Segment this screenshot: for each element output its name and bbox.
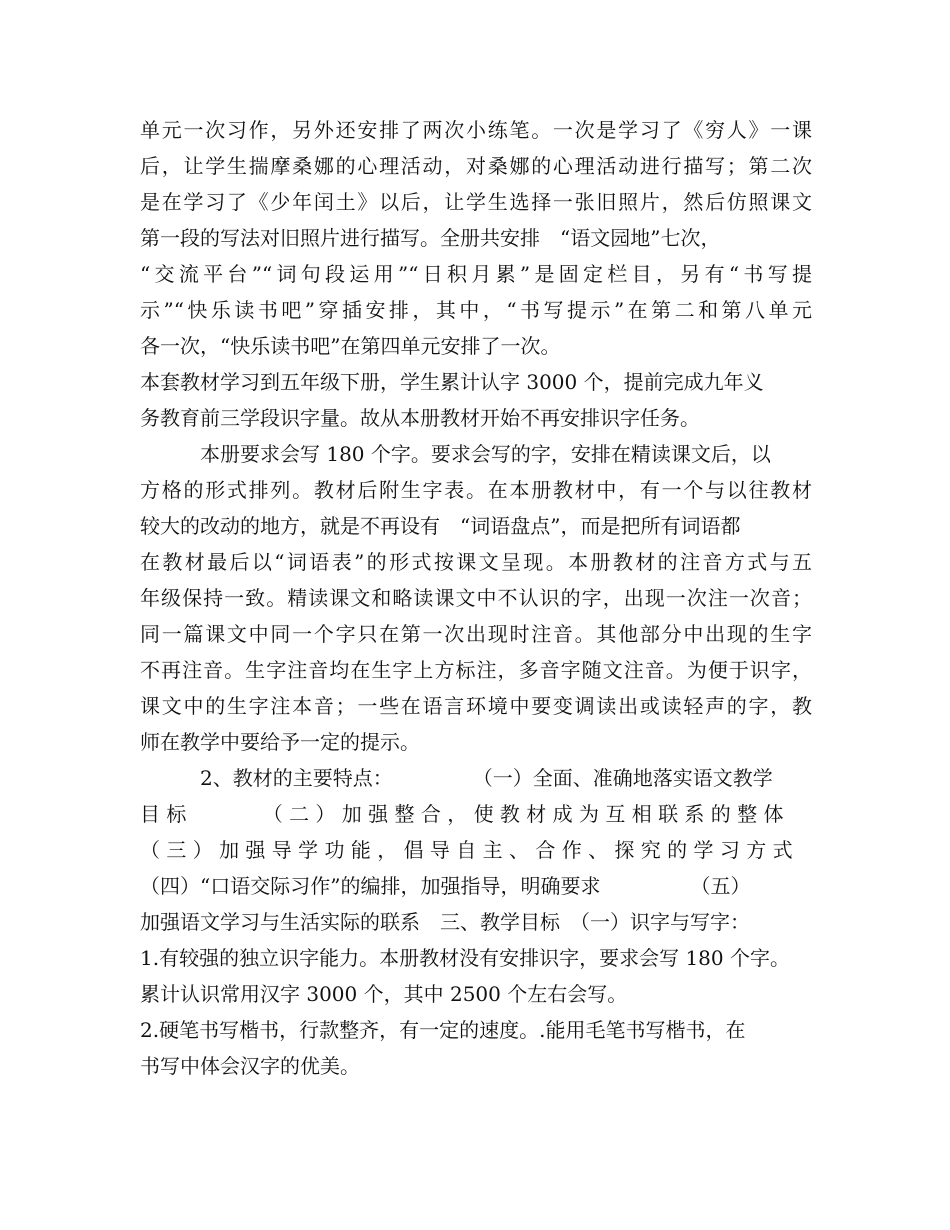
text-line-8: 本套教材学习到五年级下册，学生累计认字 3000 个，提前完成九年义 xyxy=(140,370,764,394)
text-line-17: 课文中的生字注本音；一些在语言环境中要变调读出或读轻声的字，教 xyxy=(140,694,812,718)
text-line-7: 各一次，“快乐读书吧”在第四单元安排了一次。 xyxy=(140,334,561,358)
text-line-14: 年级保持一致。精读课文和略读课文中不认识的字，出现一次注一次音； xyxy=(140,586,812,610)
text-line-27: 书写中体会汉字的优美。 xyxy=(140,1054,360,1078)
text-line-13: 在教材最后以“词语表”的形式按课文呈现。本册教材的注音方式与五 xyxy=(140,550,812,574)
text-line-16: 不再注音。生字注音均在生字上方标注，多音字随文注音。为便于识字， xyxy=(140,658,812,682)
text-line-5: “交流平台”“词句段运用”“日积月累”是固定栏目，另有“书写提 xyxy=(140,262,812,286)
text-line-22: （四）“口语交际习作”的编排，加强指导，明确要求 （五） xyxy=(140,874,751,898)
text-line-3: 是在学习了《少年闰土》以后，让学生选择一张旧照片，然后仿照课文 xyxy=(140,190,812,214)
text-line-11: 方格的形式排列。教材后附生字表。在本册教材中，有一个与以往教材 xyxy=(140,478,812,502)
text-line-9: 务教育前三学段识字量。故从本册教材开始不再安排识字任务。 xyxy=(140,406,700,430)
text-line-12: 较大的改动的地方，就是不再设有 “词语盘点”，而是把所有词语都 xyxy=(140,514,741,538)
text-line-1: 单元一次习作，另外还安排了两次小练笔。一次是学习了《穷人》一课 xyxy=(140,118,812,142)
text-line-10: 本册要求会写 180 个字。要求会写的字，安排在精读课文后，以 xyxy=(140,442,771,466)
text-line-24: 1.有较强的独立识字能力。本册教材没有安排识字，要求会写 180 个字。 xyxy=(140,946,790,970)
text-line-23: 加强语文学习与生活实际的联系 三、教学目标 （一）识字与写字： xyxy=(140,910,750,934)
text-line-20: 目 标 （ 二 ） 加 强 整 合 ， 使 教 材 成 为 互 相 联 系 的 整 体 xyxy=(140,802,784,826)
text-line-2: 后，让学生揣摩桑娜的心理活动，对桑娜的心理活动进行描写；第二次 xyxy=(140,154,812,178)
text-line-21: （ 三 ） 加 强 导 学 功 能 ， 倡 导 自 主 、 合 作 、 探 究 的 学 习 方 式 xyxy=(140,838,793,862)
text-line-25: 累计认识常用汉字 3000 个，其中 2500 个左右会写。 xyxy=(140,982,628,1006)
text-line-15: 同一篇课文中同一个字只在第一次出现时注音。其他部分中出现的生字 xyxy=(140,622,812,646)
text-line-6: 示”“快乐读书吧”穿插安排，其中，“书写提示”在第二和第八单元 xyxy=(140,298,812,322)
text-line-4: 第一段的写法对旧照片进行描写。全册共安排 “语文园地”七次， xyxy=(140,226,721,250)
document-body xyxy=(140,112,812,1084)
text-line-26: 2.硬笔书写楷书，行款整齐，有一定的速度。.能用毛笔书写楷书，在 xyxy=(140,1018,746,1042)
text-line-18: 师在教学中要给予一定的提示。 xyxy=(140,730,420,754)
text-line-19: 2、教材的主要特点： （一）全面、准确地落实语文教学 xyxy=(140,766,773,790)
